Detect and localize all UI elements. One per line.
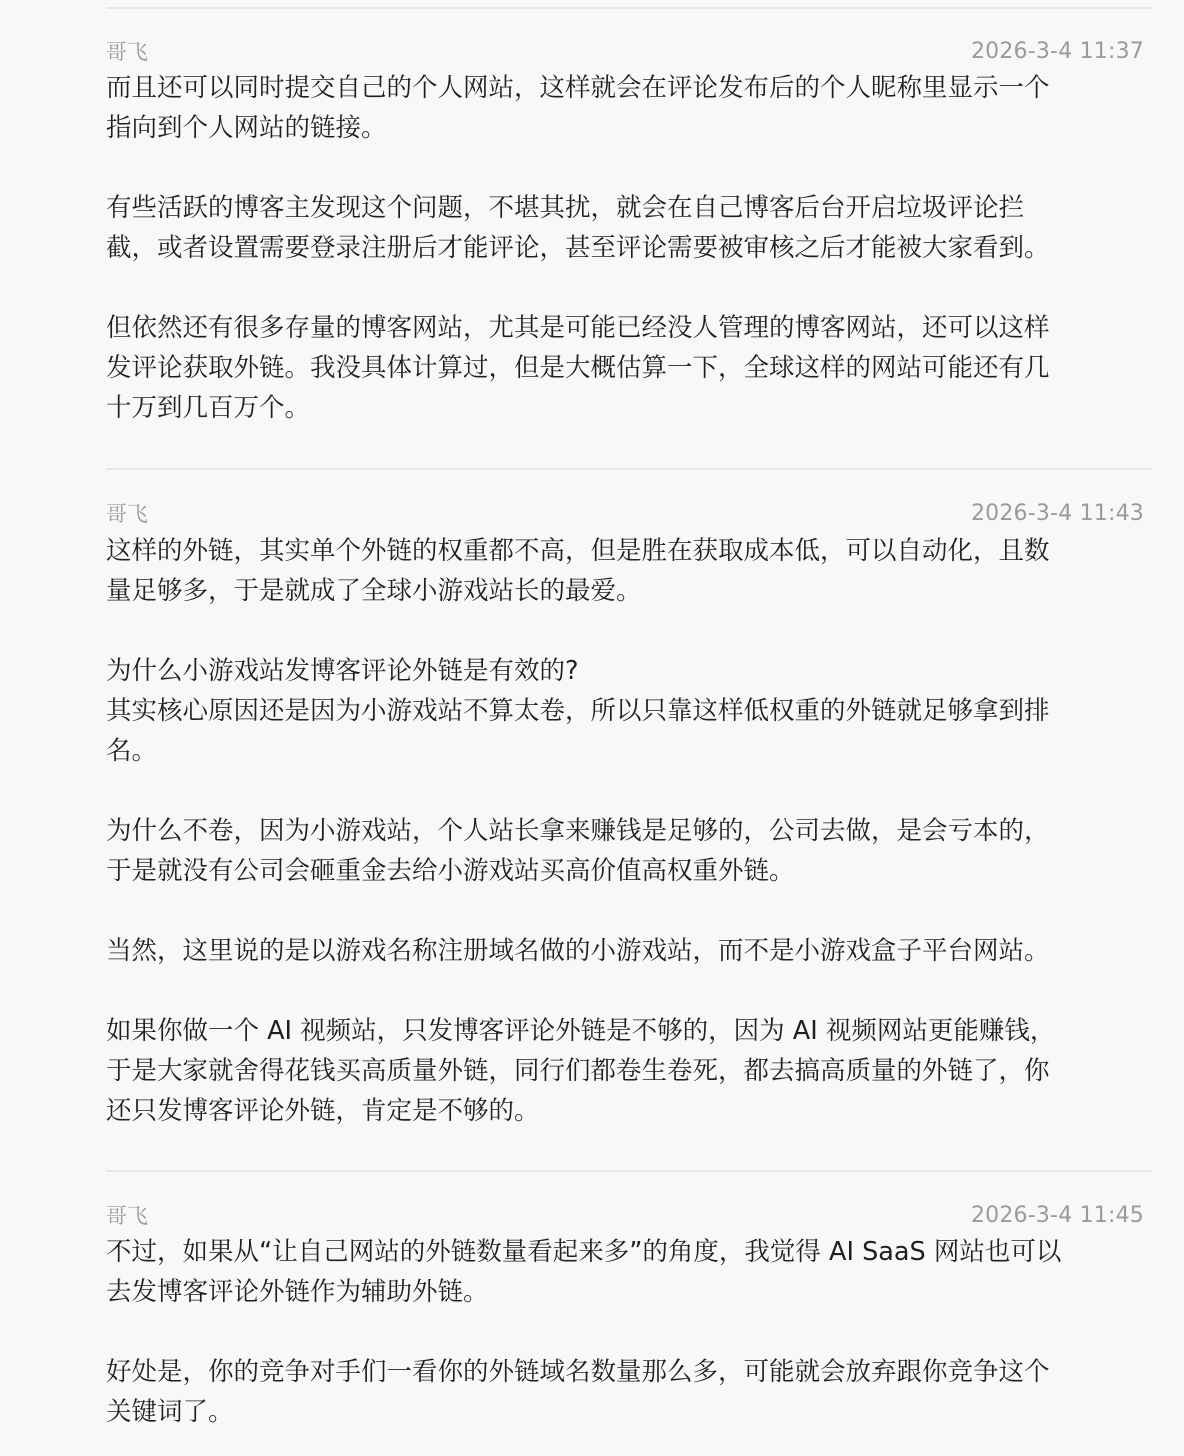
comment-meta bbox=[106, 37, 1152, 67]
comment-author[interactable]: 哥飞 bbox=[106, 1204, 148, 1228]
comment-3 bbox=[106, 1201, 1152, 1432]
comment-paragraph: 而且还可以同时提交自己的个人网站，这样就会在评论发布后的个人昵称里显示一个 指向到个人网站的链接。 bbox=[106, 73, 1050, 143]
comment-paragraph: 为什么不卷，因为小游戏站，个人站长拿来赚钱是足够的，公司去做，是会亏本的， 于是就没有公司会砸重金去给小游戏站买高价值高权重外链。 bbox=[106, 816, 1050, 886]
comment-paragraph: 为什么小游戏站发博客评论外链是有效的? 其实核心原因还是因为小游戏站不算太卷，所以只靠这样低权重的外链就足够拿到排 名。 bbox=[106, 656, 1050, 766]
comment-paragraph: 好处是，你的竞争对手们一看你的外链域名数量那么多，可能就会放弃跟你竞争这个 关键词了。 bbox=[106, 1357, 1050, 1427]
comment-paragraph: 有些活跃的博客主发现这个问题，不堪其扰，就会在自己博客后台开启垃圾评论拦 截，或者设置需要登录注册后才能评论，甚至评论需要被审核之后才能被大家看到。 bbox=[106, 193, 1050, 263]
divider bbox=[106, 7, 1152, 9]
comment-paragraph: 这样的外链，其实单个外链的权重都不高，但是胜在获取成本低，可以自动化，且数 量足够多，于是就成了全球小游戏站长的最爱。 bbox=[106, 536, 1050, 606]
comment-timestamp: 2026-3-4 11:37 bbox=[970, 39, 1144, 64]
divider bbox=[106, 1170, 1152, 1172]
comment-timestamp: 2026-3-4 11:43 bbox=[970, 501, 1144, 526]
comment-2 bbox=[106, 499, 1152, 1131]
comment-paragraph: 当然，这里说的是以游戏名称注册域名做的小游戏站，而不是小游戏盒子平台网站。 bbox=[106, 936, 1050, 966]
comment-meta bbox=[106, 1201, 1152, 1231]
comment-author[interactable]: 哥飞 bbox=[106, 40, 148, 64]
comment-paragraph: 如果你做一个 AI 视频站，只发博客评论外链是不够的，因为 AI 视频网站更能赚钱， 于是大家就舍得花钱买高质量外链，同行们都卷生卷死，都去搞高质量的外链了，你 还只发博客评论外链，肯定是不够的。 bbox=[106, 1016, 1056, 1126]
comment-paragraph: 不过，如果从“让自己网站的外链数量看起来多”的角度，我觉得 AI SaaS 网站也可以 去发博客评论外链作为辅助外链。 bbox=[106, 1237, 1062, 1307]
comment-1 bbox=[106, 37, 1152, 428]
comment-paragraph: 但依然还有很多存量的博客网站，尤其是可能已经没人管理的博客网站，还可以这样 发评论获取外链。我没具体计算过，但是大概估算一下，全球这样的网站可能还有几 十万到几百万个。 bbox=[106, 313, 1050, 423]
comment-timestamp: 2026-3-4 11:45 bbox=[970, 1203, 1144, 1228]
divider bbox=[106, 468, 1152, 470]
comment-meta bbox=[106, 499, 1152, 529]
comment-author[interactable]: 哥飞 bbox=[106, 502, 148, 526]
